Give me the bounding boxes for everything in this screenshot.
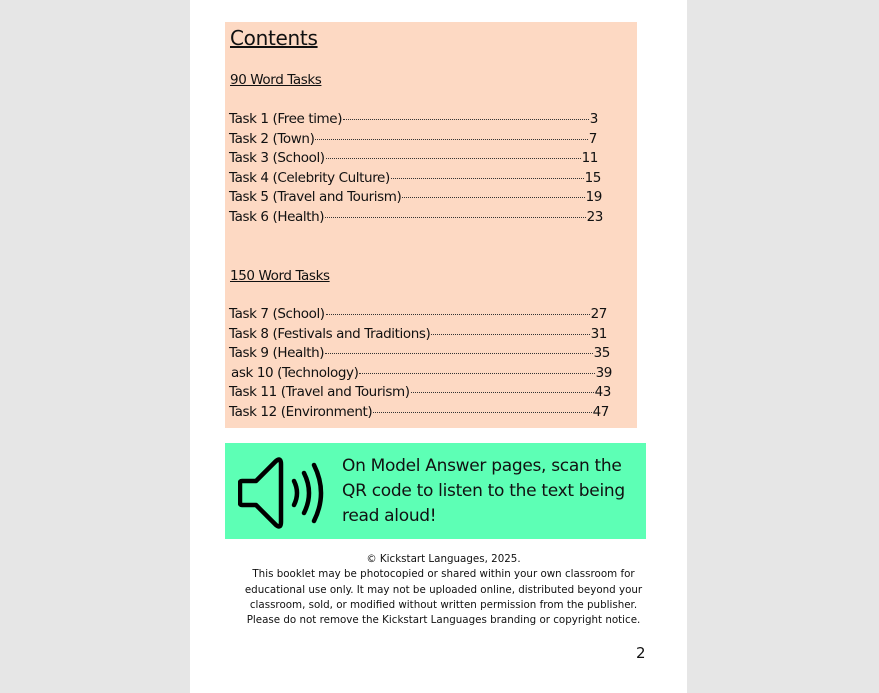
toc-item-page: 11: [581, 150, 598, 167]
toc-item[interactable]: [229, 170, 601, 190]
toc-item-label: Task 6 (Health): [229, 208, 325, 225]
toc-item[interactable]: [229, 345, 610, 365]
toc-item-page: 27: [590, 306, 607, 322]
toc-item-page: 35: [593, 345, 610, 362]
toc-leader-dots: [325, 217, 585, 218]
speaker-icon: [238, 455, 330, 531]
toc-item-label: Task 3 (School): [229, 150, 325, 167]
toc-leader-dots: [326, 158, 581, 159]
page-number: 2: [636, 644, 646, 662]
copyright-line: © Kickstart Languages, 2025.: [366, 553, 521, 565]
toc-item-label: Task 2 (Town): [229, 130, 315, 147]
toc-item-page: 23: [586, 208, 603, 225]
toc-leader-dots: [325, 353, 592, 354]
notice-line: This booklet may be photocopied or shared within your own classroom for: [252, 568, 635, 581]
notice-line: classroom, sold, or modified without written permission from the publisher.: [249, 598, 638, 611]
toc-item[interactable]: [229, 326, 607, 346]
toc-item-label: Task 5 (Travel and Tourism): [229, 189, 402, 206]
toc-leader-dots: [343, 119, 589, 120]
toc-item-label: ask 10 (Technology): [231, 364, 359, 381]
audio-note-text: On Model Answer pages, scan the QR code to listen to the text being read aloud!: [342, 456, 625, 526]
toc-item-label: Task 8 (Festivals and Traditions): [229, 325, 431, 342]
toc-item-label: Task 7 (School): [229, 306, 325, 322]
contents-title: Contents: [230, 26, 318, 50]
notice-line: educational use only. It may not be uploaded online, distributed beyond your: [244, 583, 643, 596]
toc-item[interactable]: [229, 404, 609, 424]
notice-line: Please do not remove the Kickstart Languages branding or copyright notice.: [246, 614, 641, 627]
toc-leader-dots: [431, 334, 589, 335]
toc-item-label: Task 1 (Free time): [229, 111, 343, 127]
toc-item-page: 31: [590, 325, 607, 342]
toc-item[interactable]: [229, 189, 602, 209]
toc-item[interactable]: [229, 131, 597, 151]
toc-item-page: 15: [584, 169, 601, 186]
toc-item-page: 19: [585, 189, 602, 206]
toc-item[interactable]: [229, 365, 612, 385]
section-heading-90-word: 90 Word Tasks: [230, 72, 322, 88]
toc-item-label: Task 9 (Health): [229, 345, 325, 362]
copyright-notice: [220, 552, 667, 628]
toc-leader-dots: [391, 178, 584, 179]
toc-item[interactable]: [229, 306, 607, 326]
toc-item-page: 3: [589, 111, 598, 127]
booklet-page: [190, 0, 687, 693]
contents-box: [225, 22, 637, 428]
section-heading-150-word: 150 Word Tasks: [230, 268, 330, 284]
toc-item-page: 47: [592, 403, 609, 420]
toc-leader-dots: [411, 392, 594, 393]
toc-list-150-word: [229, 306, 611, 424]
toc-item-label: Task 11 (Travel and Tourism): [229, 384, 410, 401]
toc-item[interactable]: [229, 150, 598, 170]
audio-note-box: [225, 443, 646, 539]
toc-leader-dots: [315, 139, 587, 140]
toc-item[interactable]: [229, 209, 603, 229]
toc-item[interactable]: [229, 384, 611, 404]
toc-item-label: Task 4 (Celebrity Culture): [229, 169, 390, 186]
toc-item-page: 7: [588, 130, 597, 147]
toc-leader-dots: [359, 373, 594, 374]
toc-leader-dots: [402, 197, 584, 198]
toc-item[interactable]: [229, 111, 598, 131]
toc-item-page: 43: [594, 384, 611, 401]
toc-leader-dots: [373, 412, 591, 413]
toc-item-label: Task 12 (Environment): [229, 403, 373, 420]
toc-list-90-word: [229, 111, 601, 229]
toc-item-page: 39: [595, 364, 612, 381]
toc-leader-dots: [326, 314, 590, 315]
